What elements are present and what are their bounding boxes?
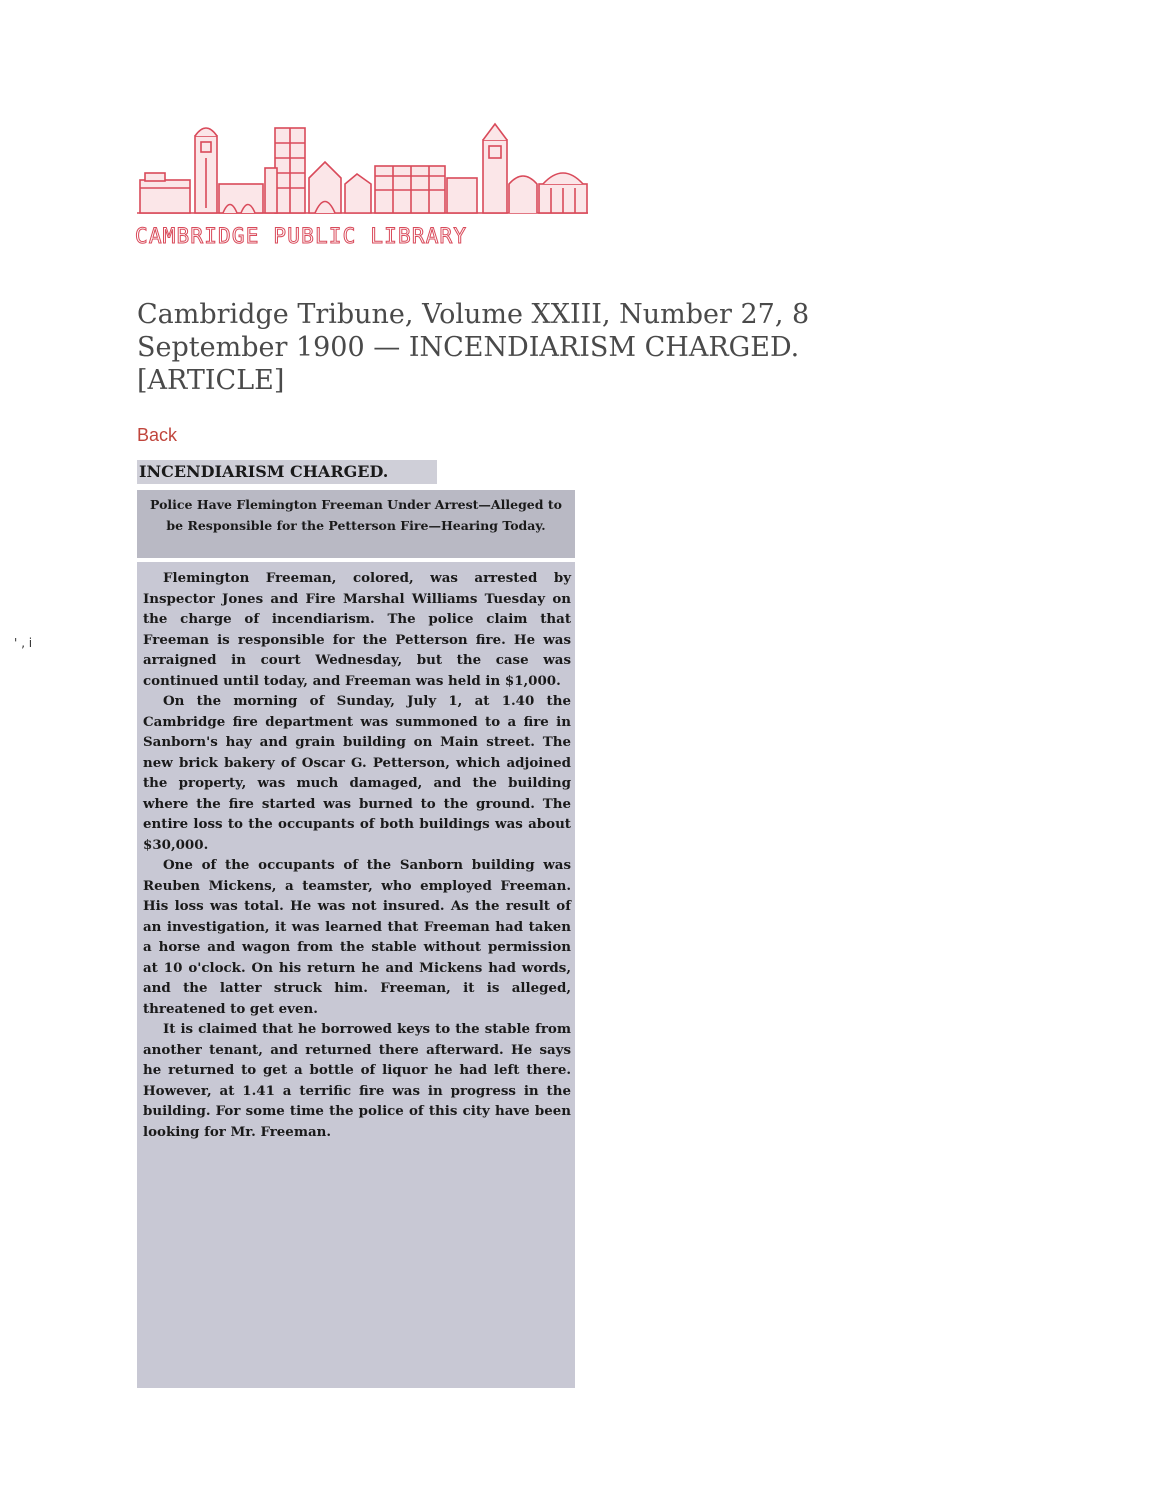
clipping-body bbox=[137, 562, 575, 1388]
newspaper-clipping bbox=[137, 460, 575, 1388]
clipping-headline: INCENDIARISM CHARGED. bbox=[137, 460, 437, 484]
article-paragraph: One of the occupants of the Sanborn building was Reuben Mickens, a teamster, who employed Freeman. His loss was total. He was not insured. As the result of an investigation, it was learned that Freeman had taken a horse and wagon from the stable without permission at 10 o'clock. On his return he and Mickens had words, and the latter struck him. Freeman, it is alleged, threatened to get even. bbox=[143, 857, 571, 1017]
article-paragraph: On the morning of Sunday, July 1, at 1.40 the Cambridge fire department was summoned to a fire in Sanborn's hay and grain building on Main street. The new brick bakery of Oscar G. Petterson, which adjoined the property, was much damaged, and the building where the fire started was burned to the ground. The entire loss to the occupants of both buildings was about $30,000. bbox=[143, 693, 571, 853]
page-title: Cambridge Tribune, Volume XXIII, Number 27, 8 September 1900 — INCENDIARISM CHARGED. [ARTICLE] bbox=[137, 299, 810, 396]
skyline-logo-icon bbox=[135, 118, 590, 226]
clipping-subhead: Police Have Flemington Freeman Under Arrest—Alleged to be Responsible for the Petterson Fire—Hearing Today. bbox=[137, 490, 575, 558]
article-paragraph: Flemington Freeman, colored, was arrested by Inspector Jones and Fire Marshal Williams Tuesday on the charge of incendiarism. The police claim that Freeman is responsible for the Petterson fire. He was arraigned in court Wednesday, but the case was continued until today, and Freeman was held in $1,000. bbox=[143, 570, 571, 689]
margin-marks: ' ‚ i bbox=[14, 636, 33, 650]
logo-text: CAMBRIDGE PUBLIC LIBRARY bbox=[135, 224, 468, 248]
back-link[interactable]: Back bbox=[137, 425, 178, 445]
library-logo bbox=[135, 118, 590, 258]
article-paragraph: It is claimed that he borrowed keys to the stable from another tenant, and returned there afterward. He says he returned to get a bottle of liquor he had left there. However, at 1.41 a terrific fire was in progress in the building. For some time the police of this city have been looking for Mr. Freeman. bbox=[143, 1021, 571, 1140]
